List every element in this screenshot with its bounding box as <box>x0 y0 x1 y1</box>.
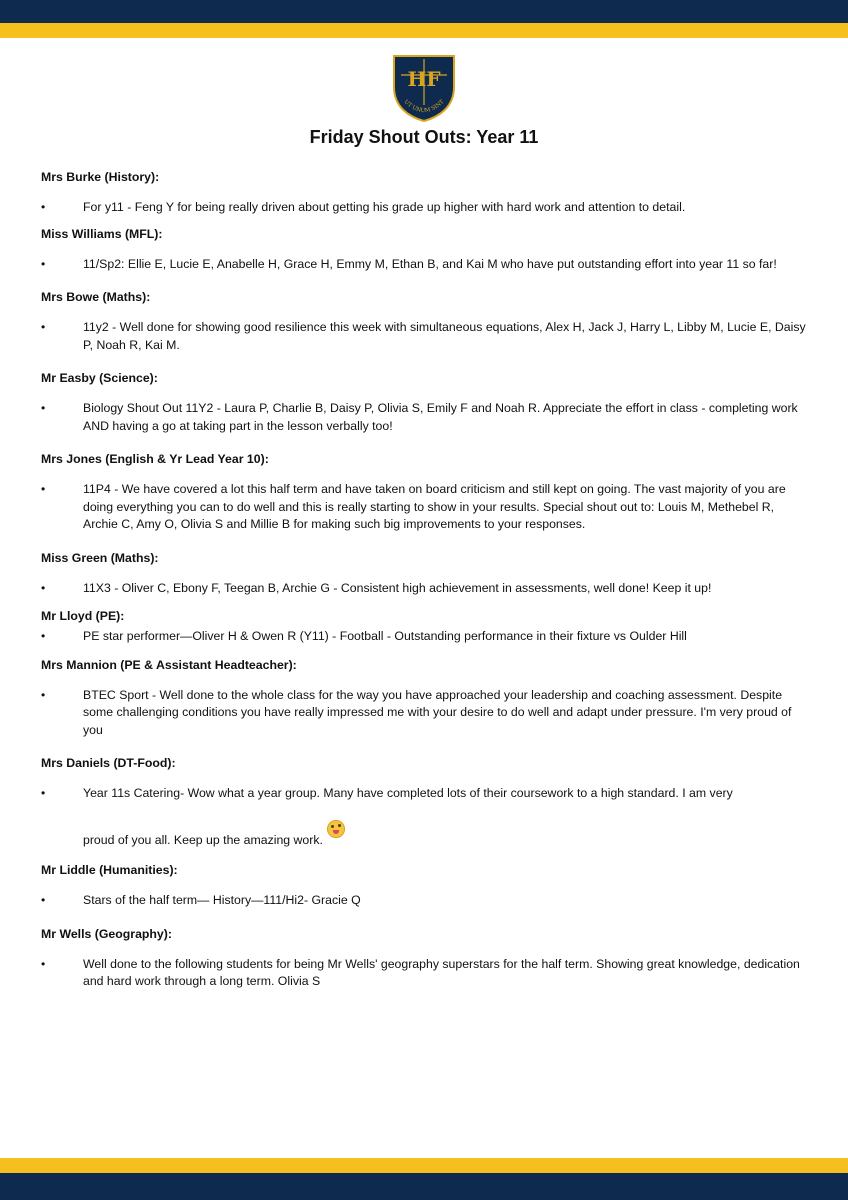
shout-out-item <box>41 785 811 849</box>
teacher-heading: Miss Williams (MFL): <box>41 226 163 241</box>
shout-out-line: Year 11s Catering- Wow what a year group. Many have completed lots of their coursework to a high standard. I am very <box>83 786 733 800</box>
section-mr-lloyd <box>41 609 811 646</box>
section-miss-williams <box>41 227 811 274</box>
shout-out-item: • 11P4 - We have covered a lot this half term and have taken on board criticism and still kept on going. The vast majority of you are doing everything you can to do well and this is really starting to show in your results. Special shout out to: Louis M, Methebel R, Archie C, Amy O, Olivia S and Millie B for making such big improvements to your responses. <box>41 481 811 534</box>
section-mr-wells <box>41 927 811 991</box>
shout-out-item: • 11X3 - Oliver C, Ebony F, Teegan B, Archie G - Consistent high achievement in assessments, well done! Keep it up! <box>41 580 811 598</box>
bottom-gold-band <box>0 1158 848 1173</box>
shout-out-item: • BTEC Sport - Well done to the whole class for the way you have approached your leadership and coaching assessment. Despite some challenging conditions you have really impressed me with your desire to do well and adapt under pressure. I'm very proud of you <box>41 687 811 740</box>
bottom-navy-band <box>0 1173 848 1200</box>
shout-outs-list <box>41 170 811 991</box>
page-title: Friday Shout Outs: Year 11 <box>309 127 539 147</box>
shout-out-item: • 11y2 - Well done for showing good resilience this week with simultaneous equations, Alex H, Jack J, Harry L, Libby M, Lucie E, Daisy P, Noah R, Kai M. <box>41 319 811 354</box>
top-navy-band <box>0 0 848 23</box>
shout-out-item: • Stars of the half term— History—111/Hi2- Gracie Q <box>41 892 811 910</box>
teacher-heading: Mr Wells (Geography): <box>41 926 172 941</box>
teacher-heading: Mr Liddle (Humanities): <box>41 863 178 877</box>
crest-motto: UT UNUM SINT <box>402 99 446 115</box>
teacher-heading: Mr Lloyd (PE): <box>41 609 125 623</box>
teacher-heading: Mrs Bowe (Maths): <box>41 290 151 304</box>
section-mr-easby <box>41 371 811 435</box>
teacher-heading: Mrs Burke (History): <box>41 170 160 184</box>
shout-out-item: • Well done to the following students for being Mr Wells' geography superstars for the half term. Showing great knowledge, dedication and hard work through a long term. Olivia S <box>41 956 811 991</box>
section-mrs-daniels <box>41 756 811 849</box>
teacher-heading: Mrs Mannion (PE & Assistant Headteacher): <box>41 657 297 672</box>
section-mr-liddle <box>41 863 811 910</box>
top-gold-band <box>0 23 848 38</box>
shout-out-item: • For y11 - Feng Y for being really driven about getting his grade up higher with hard work and attention to detail. <box>41 199 811 217</box>
shout-out-item: • Biology Shout Out 11Y2 - Laura P, Charlie B, Daisy P, Olivia S, Emily F and Noah R. Appreciate the effort in class - completing work AND having a go at taking part in the lesson verbally too! <box>41 400 811 435</box>
teacher-heading: Miss Green (Maths): <box>41 550 159 565</box>
winking-tongue-face-emoji-icon <box>327 820 345 838</box>
teacher-heading: Mr Easby (Science): <box>41 371 158 385</box>
section-mrs-bowe <box>41 290 811 354</box>
shout-out-line: proud of you all. Keep up the amazing work. <box>83 832 323 847</box>
teacher-heading: Mrs Jones (English & Yr Lead Year 10): <box>41 452 269 466</box>
section-mrs-burke <box>41 170 811 217</box>
crest-monogram: HF <box>407 67 441 91</box>
school-crest-logo <box>391 53 457 123</box>
shout-out-item: • 11/Sp2: Ellie E, Lucie E, Anabelle H, Grace H, Emmy M, Ethan B, and Kai M who have put outstanding effort into year 11 so far! <box>41 256 811 274</box>
section-mrs-jones <box>41 452 811 534</box>
teacher-heading: Mrs Daniels (DT-Food): <box>41 756 176 770</box>
shout-out-item: • PE star performer—Oliver H & Owen R (Y11) - Football - Outstanding performance in their fixture vs Oulder Hill <box>41 628 811 646</box>
section-mrs-mannion <box>41 658 811 740</box>
section-miss-green <box>41 551 811 598</box>
